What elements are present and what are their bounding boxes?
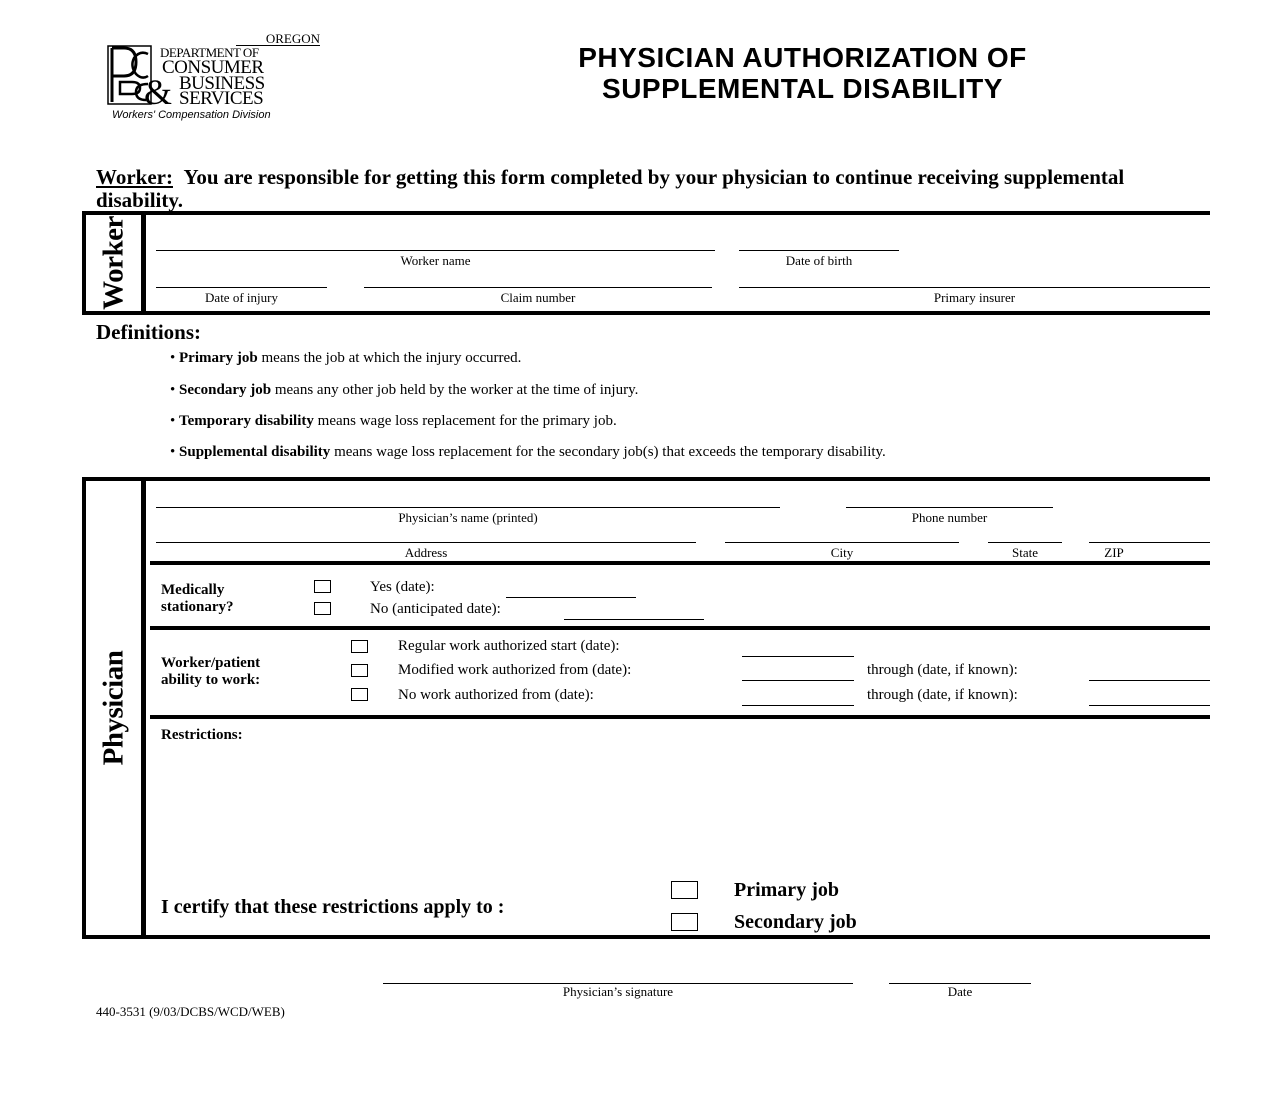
physician-name-field[interactable]: [156, 507, 780, 508]
phone-number-field[interactable]: [846, 507, 1053, 508]
claim-number-field[interactable]: [364, 287, 712, 288]
physician-section: [82, 477, 1210, 939]
date-of-injury-field[interactable]: [156, 287, 327, 288]
no-work-checkbox[interactable]: [351, 688, 368, 701]
modified-work-from-field[interactable]: [742, 680, 854, 681]
no-work-from-field[interactable]: [742, 705, 854, 706]
logo-line2: CONSUMER: [162, 57, 264, 78]
definition-item: • Primary job means the job at which the injury occurred.: [170, 350, 522, 366]
logo-division: Workers' Compensation Division: [112, 109, 271, 121]
city-label: City: [830, 545, 854, 560]
zip-label: ZIP: [1104, 545, 1124, 560]
stationary-yes-checkbox[interactable]: [314, 580, 331, 593]
ability-label-line1: Worker/patient: [161, 655, 261, 671]
definition-item: • Temporary disability means wage loss replacement for the primary job.: [170, 413, 617, 429]
form-number: 440-3531 (9/03/DCBS/WCD/WEB): [96, 1004, 285, 1019]
stationary-label-line2: stationary?: [161, 599, 234, 615]
address-field[interactable]: [156, 542, 696, 543]
stationary-no-checkbox[interactable]: [314, 602, 331, 615]
logo-ampersand: &: [144, 72, 172, 112]
physician-side-bar: [86, 481, 146, 935]
modified-through-field[interactable]: [1089, 680, 1210, 681]
state-field[interactable]: [988, 542, 1062, 543]
stationary-no-date-field[interactable]: [564, 619, 704, 620]
definition-item: • Supplemental disability means wage loss replacement for the secondary job(s) that exceeds the temporary disability.: [170, 444, 886, 460]
instruction-lead: Worker:: [96, 165, 173, 189]
no-work-through-field[interactable]: [1089, 705, 1210, 706]
stationary-yes-date-field[interactable]: [506, 597, 636, 598]
ability-label: [161, 655, 260, 689]
certify-statement: I certify that these restrictions apply to :: [161, 896, 505, 918]
no-work-label: No work authorized from (date):: [398, 687, 594, 703]
primary-job-checkbox[interactable]: [671, 881, 698, 899]
modified-work-label: Modified work authorized from (date):: [398, 662, 632, 678]
primary-insurer-field[interactable]: [739, 287, 1210, 288]
logo-line1: DEPARTMENT OF: [160, 45, 259, 60]
primary-job-label: Primary job: [734, 879, 839, 901]
definition-text: means wage loss replacement for the primary job.: [317, 413, 617, 429]
worker-section: [82, 211, 1210, 315]
title-line1: PHYSICIAN AUTHORIZATION OF: [578, 42, 1027, 73]
zip-field[interactable]: [1089, 542, 1210, 543]
divider: [150, 715, 1210, 719]
definition-text: means wage loss replacement for the secondary job(s) that exceeds the temporary disability.: [334, 444, 886, 460]
signature-date-label: Date: [947, 984, 973, 999]
worker-side-bar: [86, 215, 146, 311]
definition-text: means any other job held by the worker at the time of injury.: [274, 382, 639, 398]
physician-signature-label: Physician’s signature: [562, 984, 674, 999]
definition-term: Primary job: [179, 350, 258, 366]
logo-state: OREGON: [236, 32, 320, 46]
regular-work-label: Regular work authorized start (date):: [398, 638, 620, 654]
divider: [150, 561, 1210, 565]
date-of-injury-label: Date of injury: [205, 290, 278, 305]
restrictions-label: Restrictions:: [161, 727, 243, 743]
instruction-text: You are responsible for getting this form completed by your physician to continue receiving supplemental disability.: [96, 165, 1125, 212]
ability-label-line2: ability to work:: [161, 672, 261, 688]
state-label: State: [1012, 545, 1038, 560]
divider: [150, 626, 1210, 630]
primary-insurer-label: Primary insurer: [933, 290, 1016, 305]
definitions-heading: Definitions:: [96, 320, 201, 344]
modified-work-checkbox[interactable]: [351, 664, 368, 677]
secondary-job-checkbox[interactable]: [671, 913, 698, 931]
definition-text: means the job at which the injury occurred.: [261, 350, 522, 366]
regular-work-checkbox[interactable]: [351, 640, 368, 653]
stationary-label: [161, 582, 234, 616]
regular-work-start-field[interactable]: [742, 656, 854, 657]
modified-through-label: through (date, if known):: [867, 662, 1018, 678]
title-line2: SUPPLEMENTAL DISABILITY: [602, 73, 1003, 104]
stationary-yes-label: Yes (date):: [370, 579, 435, 595]
worker-name-label: Worker name: [400, 253, 471, 268]
no-work-through-label: through (date, if known):: [867, 687, 1018, 703]
form-title: [470, 42, 1135, 104]
worker-instruction: [96, 166, 1216, 212]
date-of-birth-field[interactable]: [739, 250, 899, 251]
city-field[interactable]: [725, 542, 959, 543]
definition-term: Supplemental disability: [179, 444, 331, 460]
physician-name-label: Physician’s name (printed): [398, 510, 538, 525]
secondary-job-label: Secondary job: [734, 911, 857, 933]
claim-number-label: Claim number: [500, 290, 576, 305]
worker-name-field[interactable]: [156, 250, 715, 251]
logo-line4: SERVICES: [179, 88, 264, 109]
definition-term: Temporary disability: [179, 413, 314, 429]
physician-side-label: Physician: [97, 650, 129, 766]
restrictions-area[interactable]: [161, 747, 1201, 867]
logo-line3: BUSINESS: [179, 73, 265, 94]
worker-side-label: Worker: [97, 216, 129, 310]
definition-item: • Secondary job means any other job held by the worker at the time of injury.: [170, 382, 639, 398]
stationary-label-line1: Medically: [161, 582, 225, 598]
date-of-birth-label: Date of birth: [785, 253, 853, 268]
phone-number-label: Phone number: [911, 510, 988, 525]
address-label: Address: [404, 545, 448, 560]
dcbs-logo: [104, 32, 324, 127]
stationary-no-label: No (anticipated date):: [370, 601, 501, 617]
definition-term: Secondary job: [179, 382, 272, 398]
